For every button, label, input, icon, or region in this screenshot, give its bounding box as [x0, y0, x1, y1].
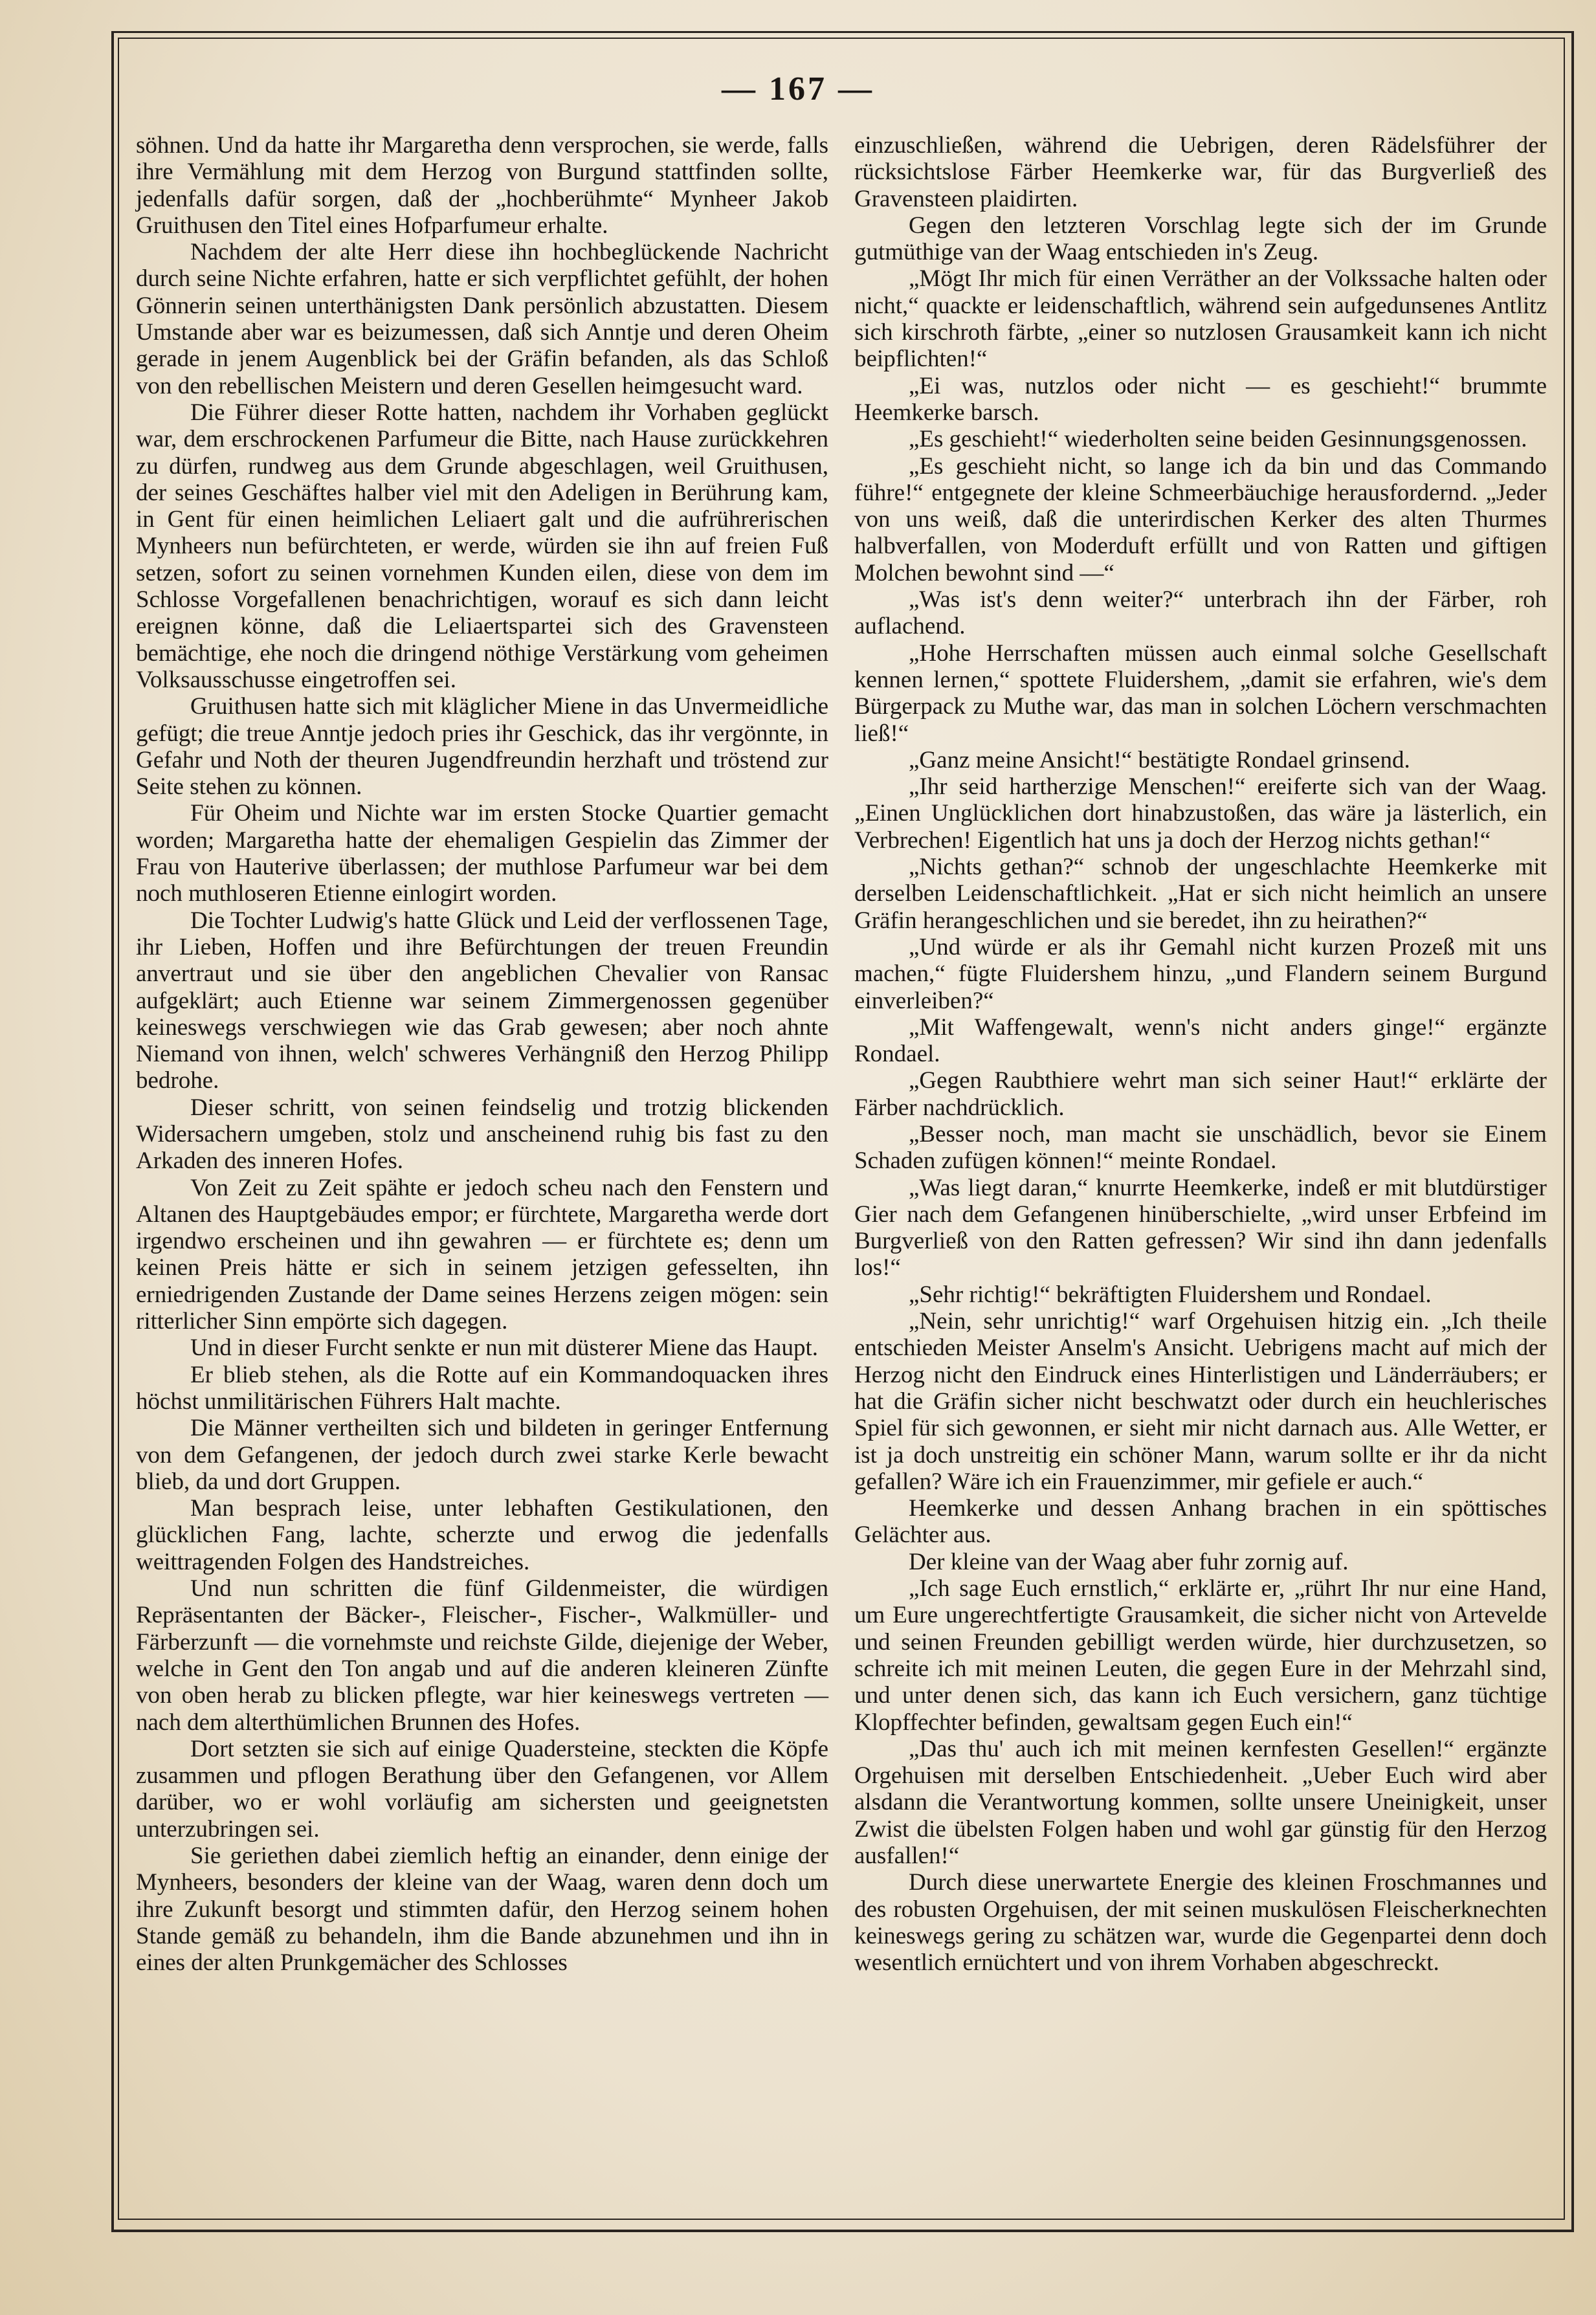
- paragraph: Der kleine van der Waag aber fuhr zornig auf.: [909, 1548, 1349, 1575]
- paragraph: Nachdem der alte Herr diese ihn hochbeglückende Nachricht durch seine Nichte erfahren, hatte er sich verpflichtet gefühlt, der hohen Gönnerin seinen unterthänigsten Dank persönlich abzustatten. Diesem Umstande aber war es beizumessen, daß sich Anntje und deren Oheim gerade in jenem Augenblick bei der Gräfin befanden, als das Schloß von den rebellischen Meistern und deren Gesellen heimgesucht ward.: [136, 239, 828, 399]
- page-number: — 167 —: [722, 71, 874, 107]
- paragraph: „Es geschieht nicht, so lange ich da bin und das Commando führe!“ entgegnete der kleine Schmeerbäuchige herausfordernd. „Jeder von uns weiß, daß die unterirdischen Kerker des alten Thurmes halbverfallen, von Moderduft erfüllt und von Ratten und giftigen Molchen bewohnt sind —“: [854, 452, 1547, 586]
- paragraph: Durch diese unerwartete Energie des kleinen Froschmannes und des robusten Orgehuisen, der mit seinen muskulösen Fleischerknechten keineswegs gering zu schätzen war, wurde die Gegenpartei denn doch wesentlich ernüchtert und von ihrem Vorhaben abgeschreckt.: [854, 1869, 1547, 1977]
- paragraph: „Mit Waffengewalt, wenn's nicht anders ginge!“ ergänzte Rondael.: [854, 1014, 1547, 1068]
- paragraph: Er blieb stehen, als die Rotte auf ein Kommandoquacken ihres höchst unmilitärischen Führers Halt machte.: [136, 1361, 828, 1415]
- paragraph: Man besprach leise, unter lebhaften Gestikulationen, den glücklichen Fang, lachte, scherzte und erwog die jedenfalls weittragenden Folgen des Handstreiches.: [136, 1495, 828, 1575]
- paragraph: „Gegen Raubthiere wehrt man sich seiner Haut!“ erklärte der Färber nachdrücklich.: [854, 1067, 1547, 1121]
- paragraph: „Was liegt daran,“ knurrte Heemkerke, indeß er mit blutdürstiger Gier nach dem Gefangenen hinüberschielte, „wird unser Erbfeind im Burgverließ von den Ratten gefressen? Wir sind ihn dann jedenfalls los!“: [854, 1174, 1547, 1281]
- paragraph: einzuschließen, während die Uebrigen, deren Rädelsführer der rücksichtslose Färber Heemkerke war, für das Burgverließ des Gravensteen plaidirten.: [854, 132, 1547, 212]
- right-column: [854, 132, 1547, 1976]
- paragraph: „Mögt Ihr mich für einen Verräther an der Volkssache halten oder nicht,“ quackte er leidenschaftlich, während sein aufgedunsenes Antlitz sich kirschroth färbte, „einer so nutzlosen Grausamkeit kann ich nicht beipflichten!“: [854, 265, 1547, 373]
- paragraph: „Nein, sehr unrichtig!“ warf Orgehuisen hitzig ein. „Ich theile entschieden Meister Anselm's Ansicht. Uebrigens macht auf mich der Herzog nicht den Eindruck eines Hinterlistigen und Länderräubers; er hat die Gräfin sicher nicht beschwatzt oder durch ein heuchlerisches Spiel für sich gewonnen, er sieht mir nicht darnach aus. Alle Wetter, er ist ja doch unstreitig ein schöner Mann, warum sollte er ihr da nicht gefallen? Wäre ich ein Frauenzimmer, mir gefiele er auch.“: [854, 1308, 1547, 1495]
- paragraph: „Ihr seid hartherzige Menschen!“ ereiferte sich van der Waag. „Einen Unglücklichen dort hinabzustoßen, das wäre ja lästerlich, ein Verbrechen! Eigentlich hat uns ja doch der Herzog nichts gethan!“: [854, 773, 1547, 854]
- paragraph: „Sehr richtig!“ bekräftigten Fluidershem und Rondael.: [909, 1281, 1432, 1308]
- paragraph: „Es geschieht!“ wiederholten seine beiden Gesinnungsgenossen.: [909, 426, 1527, 453]
- paragraph: „Das thu' auch ich mit meinen kernfesten Gesellen!“ ergänzte Orgehuisen mit derselben Entschiedenheit. „Ueber Euch wird aber alsdann die Verantwortung kommen, sollte unsere Uneinigkeit, unser Zwist die übelsten Folgen haben und wohl gar günstig für den Herzog ausfallen!“: [854, 1735, 1547, 1869]
- paragraph: Und nun schritten die fünf Gildenmeister, die würdigen Repräsentanten der Bäcker-, Fleischer-, Fischer-, Walkmüller- und Färberzunft — die vornehmste und reichste Gilde, diejenige der Weber, welche in Gent den Ton angab und auf die anderen kleineren Zünfte von oben herab zu blicken pflegte, war hier keineswegs vertreten — nach dem alterthümlichen Brunnen des Hofes.: [136, 1575, 828, 1736]
- paragraph: Die Männer vertheilten sich und bildeten in geringer Entfernung von dem Gefangenen, der jedoch durch zwei starke Kerle bewacht blieb, da und dort Gruppen.: [136, 1415, 828, 1495]
- paragraph: Und in dieser Furcht senkte er nun mit düsterer Miene das Haupt.: [190, 1335, 818, 1362]
- paragraph: „Und würde er als ihr Gemahl nicht kurzen Prozeß mit uns machen,“ fügte Fluidershem hinzu, „und Flandern seinem Burgund einverleiben?“: [854, 933, 1547, 1014]
- paragraph: „Besser noch, man macht sie unschädlich, bevor sie Einem Schaden zufügen können!“ meinte Rondael.: [854, 1120, 1547, 1175]
- paragraph: Gegen den letzteren Vorschlag legte sich der im Grunde gutmüthige van der Waag entschieden in's Zeug.: [854, 212, 1547, 266]
- paragraph: „Ei was, nutzlos oder nicht — es geschieht!“ brummte Heemkerke barsch.: [854, 372, 1547, 426]
- paragraph: Gruithusen hatte sich mit kläglicher Miene in das Unvermeidliche gefügt; die treue Anntje jedoch pries ihr Geschick, das ihr vergönnte, in Gefahr und Noth der theuren Jugendfreundin herzhaft und tröstend zur Seite stehen zu können.: [136, 693, 828, 801]
- paragraph: „Ganz meine Ansicht!“ bestätigte Rondael grinsend.: [909, 746, 1410, 773]
- paragraph: Von Zeit zu Zeit spähte er jedoch scheu nach den Fenstern und Altanen des Hauptgebäudes empor; er fürchtete, Margaretha werde dort irgendwo erscheinen und ihn gewahren — er fürchtete es; denn um keinen Preis hätte er sich in seinem jetzigen gefesselten, ihn erniedrigenden Zustande der Dame seines Herzens zeigen mögen: sein ritterlicher Sinn empörte sich dagegen.: [136, 1174, 828, 1335]
- left-column: [136, 132, 828, 1976]
- paragraph: söhnen. Und da hatte ihr Margaretha denn versprochen, sie werde, falls ihre Vermählung mit dem Herzog von Burgund stattfinden sollte, jedenfalls dafür sorgen, daß der „hochberühmte“ Mynheer Jakob Gruithusen den Titel eines Hofparfumeur erhalte.: [136, 132, 828, 239]
- paragraph: Die Führer dieser Rotte hatten, nachdem ihr Vorhaben geglückt war, dem erschrockenen Parfumeur die Bitte, nach Hause zurückkehren zu dürfen, rundweg aus dem Grunde abgeschlagen, weil Gruithusen, der seines Geschäftes halber viel mit den Adeligen in Berührung kam, in Gent für einen heimlichen Leliaert galt und die aufrührerischen Mynheers nun befürchteten, er werde, würden sie ihn auf freien Fuß setzen, sofort zu seinen vornehmen Kunden eilen, diese von dem im Schlosse Vorgefallenen benachrichtigen, worauf es sich dann leicht ereignen könne, daß die Leliaertspartei sich des Gravensteen bemächtige, ehe noch die dringend nöthige Verstärkung vom geheimen Volksausschusse eingetroffen sei.: [136, 399, 828, 693]
- paragraph: Dort setzten sie sich auf einige Quadersteine, steckten die Köpfe zusammen und pflogen Berathung über den Gefangenen, vor Allem darüber, wo er wohl vorläufig am sichersten und geeignetsten unterzubringen sei.: [136, 1735, 828, 1843]
- paragraph: Heemkerke und dessen Anhang brachen in ein spöttisches Gelächter aus.: [854, 1495, 1547, 1549]
- paragraph: Dieser schritt, von seinen feindselig und trotzig blickenden Widersachern umgeben, stolz und anscheinend ruhig bis fast zu den Arkaden des inneren Hofes.: [136, 1094, 828, 1175]
- paragraph: „Was ist's denn weiter?“ unterbrach ihn der Färber, roh auflachend.: [854, 586, 1547, 640]
- paragraph: Die Tochter Ludwig's hatte Glück und Leid der verflossenen Tage, ihr Lieben, Hoffen und ihre Befürchtungen der treuen Freundin anvertraut und sie über den angeblichen Chevalier von Ransac aufgeklärt; auch Etienne war seinem Zimmergenossen gegenüber keineswegs verschwiegen wie das Grab gewesen; aber noch ahnte Niemand von ihnen, welch' schweres Verhängniß den Herzog Philipp bedrohe.: [136, 907, 828, 1094]
- paragraph: Sie geriethen dabei ziemlich heftig an einander, denn einige der Mynheers, besonders der kleine van der Waag, waren denn doch um ihre Zukunft besorgt und stimmten dafür, den Herzog seinem hohen Stande gemäß zu behandeln, ihm die Bande abzunehmen und ihn in eines der alten Prunkgemächer des Schlosses: [136, 1843, 828, 1977]
- paragraph: „Ich sage Euch ernstlich,“ erklärte er, „rührt Ihr nur eine Hand, um Eure ungerechtfertigte Grausamkeit, die sicher nicht von Artevelde und seinen Freunden gebilligt werden würde, hier durchzusetzen, so schreite ich mit meinen Leuten, die gegen Eure in der Mehrzahl sind, und unter denen sich, das kann ich Euch versichern, ganz tüchtige Klopffechter befinden, gewaltsam gegen Euch ein!“: [854, 1575, 1547, 1736]
- paragraph: Für Oheim und Nichte war im ersten Stocke Quartier gemacht worden; Margaretha hatte der ehemaligen Gespielin das Zimmer der Frau von Hauterive überlassen; der muthlose Parfumeur war bei dem noch muthloseren Etienne einlogirt worden.: [136, 800, 828, 907]
- paragraph: „Nichts gethan?“ schnob der ungeschlachte Heemkerke mit derselben Leidenschaftlichkeit. „Hat er sich nicht heimlich an unsere Gräfin herangeschlichen und sie beredet, ihn zu heirathen?“: [854, 854, 1547, 934]
- paragraph: „Hohe Herrschaften müssen auch einmal solche Gesellschaft kennen lernen,“ spottete Fluidershem, „damit sie erfahren, wie's dem Bürgerpack zu Muthe war, das man in solchen Löchern verschmachten ließ!“: [854, 639, 1547, 747]
